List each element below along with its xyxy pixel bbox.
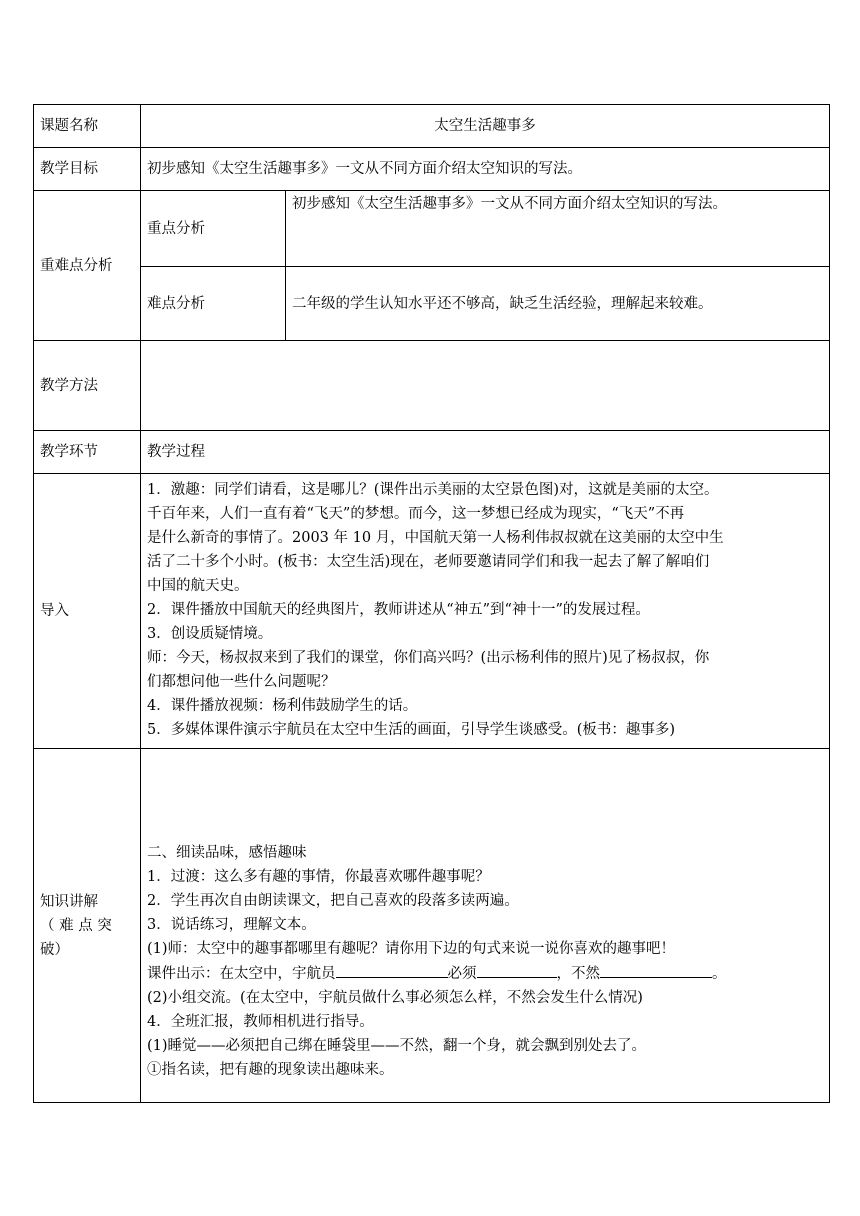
knowledge-label-line: 破） bbox=[40, 941, 69, 958]
title-value: 太空生活趣事多 bbox=[141, 105, 830, 148]
focus-value: 初步感知《太空生活趣事多》一文从不同方面介绍太空知识的写法。 bbox=[286, 191, 830, 267]
row-knowledge bbox=[34, 749, 830, 1103]
intro-label: 导入 bbox=[34, 474, 141, 749]
row-process bbox=[34, 431, 830, 474]
intro-line: 们都想问他一些什么问题呢？ bbox=[147, 674, 336, 690]
fill-blank bbox=[600, 961, 712, 978]
intro-line: 3．创设质疑情境。 bbox=[147, 626, 273, 642]
key-points-label: 重难点分析 bbox=[34, 191, 141, 341]
knowledge-line: 4．全班汇报，教师相机进行指导。 bbox=[147, 1014, 374, 1030]
knowledge-label bbox=[34, 749, 141, 1103]
knowledge-line: (2)小组交流。(在太空中，宇航员做什么事必须怎么样，不然会发生什么情况) bbox=[147, 990, 643, 1006]
knowledge-content bbox=[141, 749, 830, 1103]
row-intro bbox=[34, 474, 830, 749]
intro-line: 师：今天，杨叔叔来到了我们的课堂，你们高兴吗？(出示杨利伟的照片)见了杨叔叔，你 bbox=[147, 650, 710, 666]
method-value bbox=[141, 341, 830, 431]
title-label: 课题名称 bbox=[34, 105, 141, 148]
pattern-text: 必须 bbox=[447, 966, 477, 982]
goal-label: 教学目标 bbox=[34, 148, 141, 191]
intro-line: 千百年来，人们一直有着“飞天”的梦想。而今，这一梦想已经成为现实，“飞天”不再 bbox=[147, 506, 685, 522]
row-focus bbox=[34, 191, 830, 267]
intro-line: 中国的航天史。 bbox=[147, 578, 249, 594]
intro-line: 1．激趣：同学们请看，这是哪儿？(课件出示美丽的太空景色图)对，这就是美丽的太空。 bbox=[147, 482, 719, 498]
intro-line: 是什么新奇的事情了。2003 年 10 月，中国航天第一人杨利伟叔叔就在这美丽的太空中生 bbox=[147, 530, 724, 546]
pattern-text: ，不然 bbox=[556, 966, 600, 982]
intro-line: 4．课件播放视频：杨利伟鼓励学生的话。 bbox=[147, 698, 418, 714]
difficulty-label: 难点分析 bbox=[141, 267, 286, 341]
knowledge-line: 3．说话练习，理解文本。 bbox=[147, 917, 316, 933]
pattern-text: 。 bbox=[712, 966, 727, 982]
knowledge-line: 2．学生再次自由朗读课文，把自己喜欢的段落多读两遍。 bbox=[147, 893, 519, 909]
intro-line: 活了二十多个小时。(板书：太空生活)现在，老师要邀请同学们和我一起去了解了解咱们 bbox=[147, 554, 710, 570]
difficulty-value: 二年级的学生认知水平还不够高，缺乏生活经验，理解起来较难。 bbox=[286, 267, 830, 341]
intro-content bbox=[141, 474, 830, 749]
knowledge-line: 1．过渡：这么多有趣的事情，你最喜欢哪件趣事呢？ bbox=[147, 869, 490, 885]
lesson-plan-table bbox=[33, 104, 830, 1103]
process-value: 教学过程 bbox=[141, 431, 830, 474]
fill-blank bbox=[477, 961, 557, 978]
focus-label: 重点分析 bbox=[141, 191, 286, 267]
row-goal bbox=[34, 148, 830, 191]
intro-line: 5．多媒体课件演示宇航员在太空中生活的画面，引导学生谈感受。(板书：趣事多) bbox=[147, 722, 676, 738]
knowledge-line: 二、细读品味，感悟趣味 bbox=[147, 845, 307, 861]
pattern-text: 课件出示：在太空中，宇航员 bbox=[147, 966, 336, 982]
method-label: 教学方法 bbox=[34, 341, 141, 431]
knowledge-label-line: 知识讲解 bbox=[40, 893, 98, 910]
fill-blank bbox=[336, 961, 448, 978]
row-title bbox=[34, 105, 830, 148]
knowledge-label-line: （ 难 点 突 bbox=[40, 917, 112, 934]
goal-value: 初步感知《太空生活趣事多》一文从不同方面介绍太空知识的写法。 bbox=[141, 148, 830, 191]
knowledge-line: (1)睡觉——必须把自己绑在睡袋里——不然，翻一个身，就会飘到别处去了。 bbox=[147, 1038, 647, 1054]
sentence-pattern bbox=[147, 961, 823, 986]
row-difficulty bbox=[34, 267, 830, 341]
row-method bbox=[34, 341, 830, 431]
knowledge-line: ①指名读，把有趣的现象读出趣味来。 bbox=[147, 1062, 394, 1078]
process-label: 教学环节 bbox=[34, 431, 141, 474]
knowledge-line: (1)师：太空中的趣事都哪里有趣呢？请你用下边的句式来说一说你喜欢的趣事吧！ bbox=[147, 941, 676, 957]
intro-line: 2．课件播放中国航天的经典图片，教师讲述从“神五”到“神十一”的发展过程。 bbox=[147, 602, 650, 618]
